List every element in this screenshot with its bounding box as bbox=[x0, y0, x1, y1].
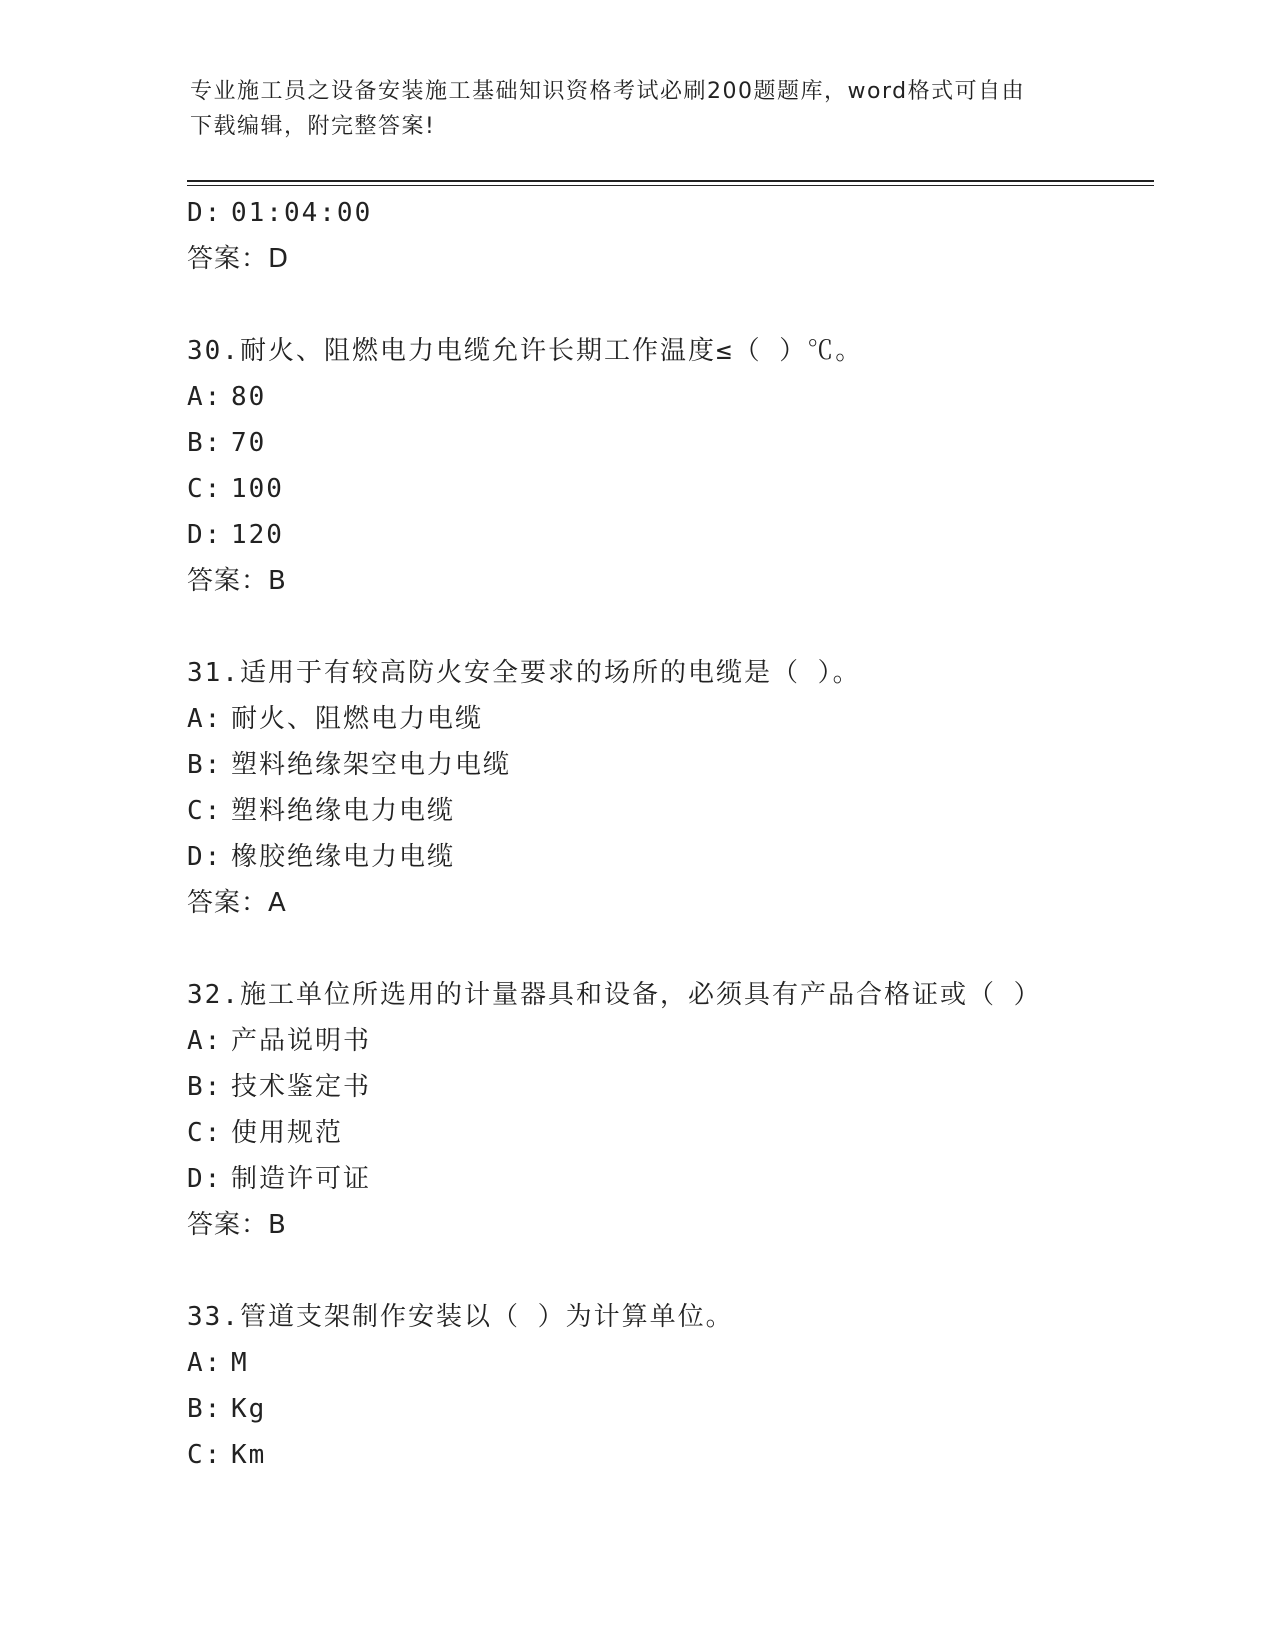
option-line bbox=[187, 1110, 1147, 1156]
option-line bbox=[187, 466, 1147, 512]
option-line bbox=[187, 1018, 1147, 1064]
question-stem: 31.适用于有较高防火安全要求的场所的电缆是（ ）。 bbox=[187, 658, 861, 688]
question-stem: 30.耐火、阻燃电力电缆允许长期工作温度≤（ ）℃。 bbox=[187, 336, 864, 366]
option-key: A: bbox=[187, 1026, 223, 1056]
option-text: 橡胶绝缘电力电缆 bbox=[231, 842, 456, 872]
header-line-2: 下载编辑，附完整答案! bbox=[190, 114, 436, 139]
header-rule-thin bbox=[187, 185, 1154, 186]
option-line bbox=[187, 190, 1147, 236]
answer-line: 答案：D bbox=[187, 244, 290, 274]
option-key: A: bbox=[187, 382, 223, 412]
option-text: 80 bbox=[231, 382, 267, 412]
option-line bbox=[187, 788, 1147, 834]
document-header bbox=[190, 74, 1090, 144]
question-stem: 32.施工单位所选用的计量器具和设备，必须具有产品合格证或（ ） bbox=[187, 980, 1042, 1010]
option-text: 技术鉴定书 bbox=[231, 1072, 372, 1102]
spacer bbox=[187, 282, 1147, 328]
option-key: D: bbox=[187, 198, 223, 228]
option-text: 使用规范 bbox=[231, 1118, 344, 1148]
option-text: 01:04:00 bbox=[231, 198, 373, 228]
spacer bbox=[187, 926, 1147, 972]
option-text: 耐火、阻燃电力电缆 bbox=[231, 704, 484, 734]
option-text: 100 bbox=[231, 474, 284, 504]
option-text: M bbox=[231, 1348, 249, 1378]
answer-line: 答案：A bbox=[187, 888, 287, 918]
option-key: C: bbox=[187, 796, 223, 826]
option-text: 塑料绝缘电力电缆 bbox=[231, 796, 456, 826]
option-key: C: bbox=[187, 474, 223, 504]
option-key: D: bbox=[187, 842, 223, 872]
option-line bbox=[187, 1156, 1147, 1202]
option-key: D: bbox=[187, 520, 223, 550]
option-line bbox=[187, 696, 1147, 742]
option-line bbox=[187, 374, 1147, 420]
answer-line: 答案：B bbox=[187, 566, 287, 596]
option-line bbox=[187, 1432, 1147, 1478]
option-key: B: bbox=[187, 1072, 223, 1102]
option-key: B: bbox=[187, 750, 223, 780]
spacer bbox=[187, 604, 1147, 650]
option-key: B: bbox=[187, 428, 223, 458]
option-text: 塑料绝缘架空电力电缆 bbox=[231, 750, 512, 780]
answer-line: 答案：B bbox=[187, 1210, 287, 1240]
option-text: 产品说明书 bbox=[231, 1026, 372, 1056]
option-key: D: bbox=[187, 1164, 223, 1194]
question-content bbox=[187, 190, 1147, 1478]
option-text: 70 bbox=[231, 428, 267, 458]
option-line bbox=[187, 512, 1147, 558]
option-text: Km bbox=[231, 1440, 267, 1470]
header-rule-thick bbox=[187, 180, 1154, 182]
option-line bbox=[187, 1064, 1147, 1110]
option-text: 120 bbox=[231, 520, 284, 550]
header-line-1: 专业施工员之设备安装施工基础知识资格考试必刷200题题库，word格式可自由 bbox=[190, 79, 1026, 104]
option-text: 制造许可证 bbox=[231, 1164, 372, 1194]
option-line bbox=[187, 834, 1147, 880]
option-line bbox=[187, 1340, 1147, 1386]
spacer bbox=[187, 1248, 1147, 1294]
option-key: A: bbox=[187, 1348, 223, 1378]
option-line bbox=[187, 1386, 1147, 1432]
option-key: A: bbox=[187, 704, 223, 734]
option-key: B: bbox=[187, 1394, 223, 1424]
question-stem: 33.管道支架制作安装以（ ）为计算单位。 bbox=[187, 1302, 734, 1332]
option-text: Kg bbox=[231, 1394, 267, 1424]
option-line bbox=[187, 742, 1147, 788]
option-key: C: bbox=[187, 1440, 223, 1470]
option-line bbox=[187, 420, 1147, 466]
option-key: C: bbox=[187, 1118, 223, 1148]
